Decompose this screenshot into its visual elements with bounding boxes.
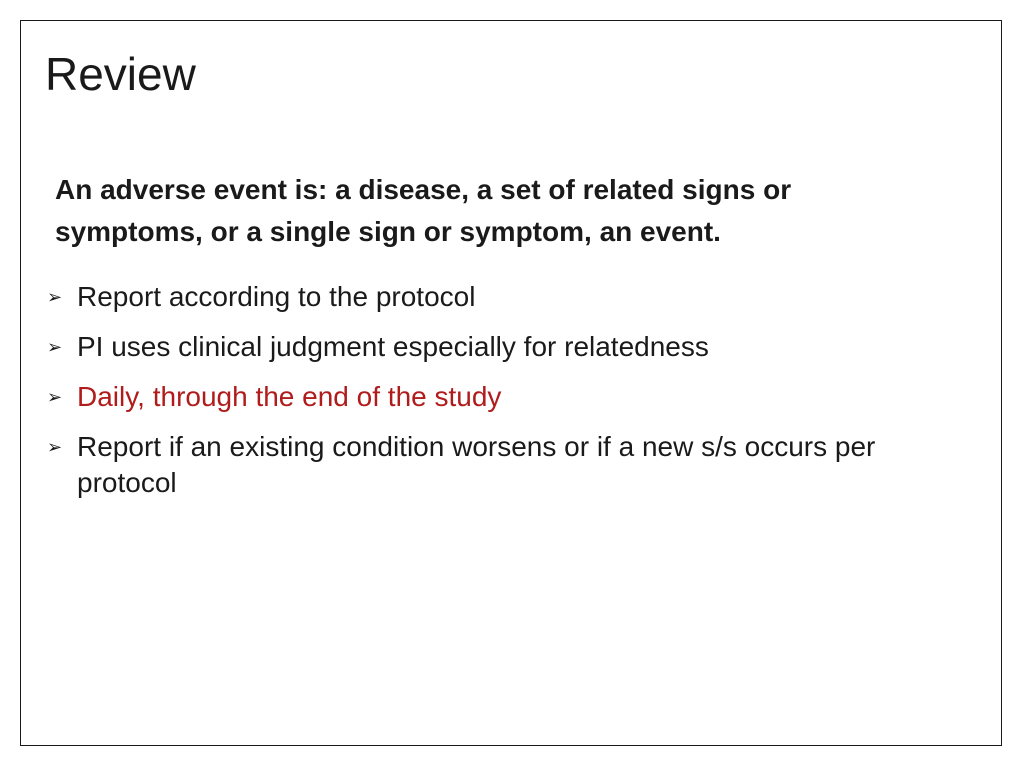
bullet-list bbox=[47, 279, 977, 515]
arrow-bullet-icon: ➢ bbox=[47, 287, 63, 307]
adverse-event-definition: An adverse event is: a disease, a set of related signs or symptoms, or a single sign or symptom, an event. bbox=[55, 174, 792, 247]
arrow-bullet-icon: ➢ bbox=[47, 337, 63, 357]
arrow-bullet-icon: ➢ bbox=[47, 387, 63, 407]
bullet-text-highlighted: Daily, through the end of the study bbox=[77, 381, 502, 412]
bullet-text: Report if an existing condition worsens or if a new s/s occurs per protocol bbox=[77, 431, 876, 498]
bullet-item-report-protocol bbox=[47, 279, 977, 315]
bullet-item-condition-worsens bbox=[47, 429, 977, 501]
bullet-text: PI uses clinical judgment especially for relatedness bbox=[77, 331, 709, 362]
slide-title: Review bbox=[45, 48, 196, 100]
bullet-item-clinical-judgment bbox=[47, 329, 977, 365]
arrow-bullet-icon: ➢ bbox=[47, 437, 63, 457]
bullet-item-daily bbox=[47, 379, 977, 415]
slide bbox=[20, 20, 1002, 746]
bullet-text: Report according to the protocol bbox=[77, 281, 476, 312]
